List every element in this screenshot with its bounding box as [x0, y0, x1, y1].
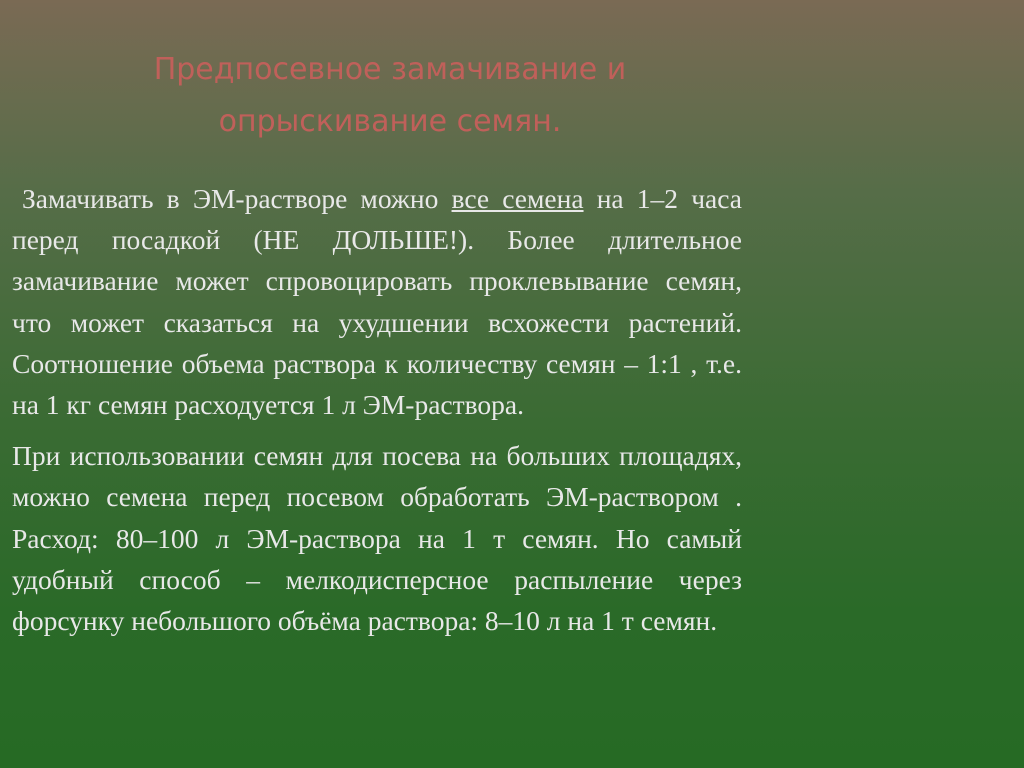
paragraph-soaking-part2: на 1–2 часа перед посадкой (НЕ ДОЛЬШЕ!). Более длительное замачивание может спровоцировать проклевывание семян, что может сказаться на ухудшении всхожести растений. Соотношение объема раствора к количеству семян – 1:1 , т.е. на 1 кг семян расходуется 1 л ЭМ-раствора.: [12, 183, 742, 421]
slide-title-line1: Предпосевное замачивание и: [153, 52, 627, 87]
paragraph-soaking: [12, 178, 742, 425]
slide-body: [12, 178, 742, 641]
paragraph-spraying: При использовании семян для посева на больших площадях, можно семена перед посевом обработать ЭМ-раствором . Расход: 80–100 л ЭМ-раствора на 1 т семян. Но самый удобный способ – мелкодисперсное распыление через форсунку небольшого объёма раствора: 8–10 л на 1 т семян.: [12, 440, 742, 637]
paragraph-soaking-underlined: все семена: [451, 183, 584, 214]
slide-title: [60, 44, 720, 148]
slide-title-line2: опрыскивание семян.: [218, 104, 562, 139]
paragraph-soaking-part1: Замачивать в ЭМ-растворе можно: [22, 183, 452, 214]
